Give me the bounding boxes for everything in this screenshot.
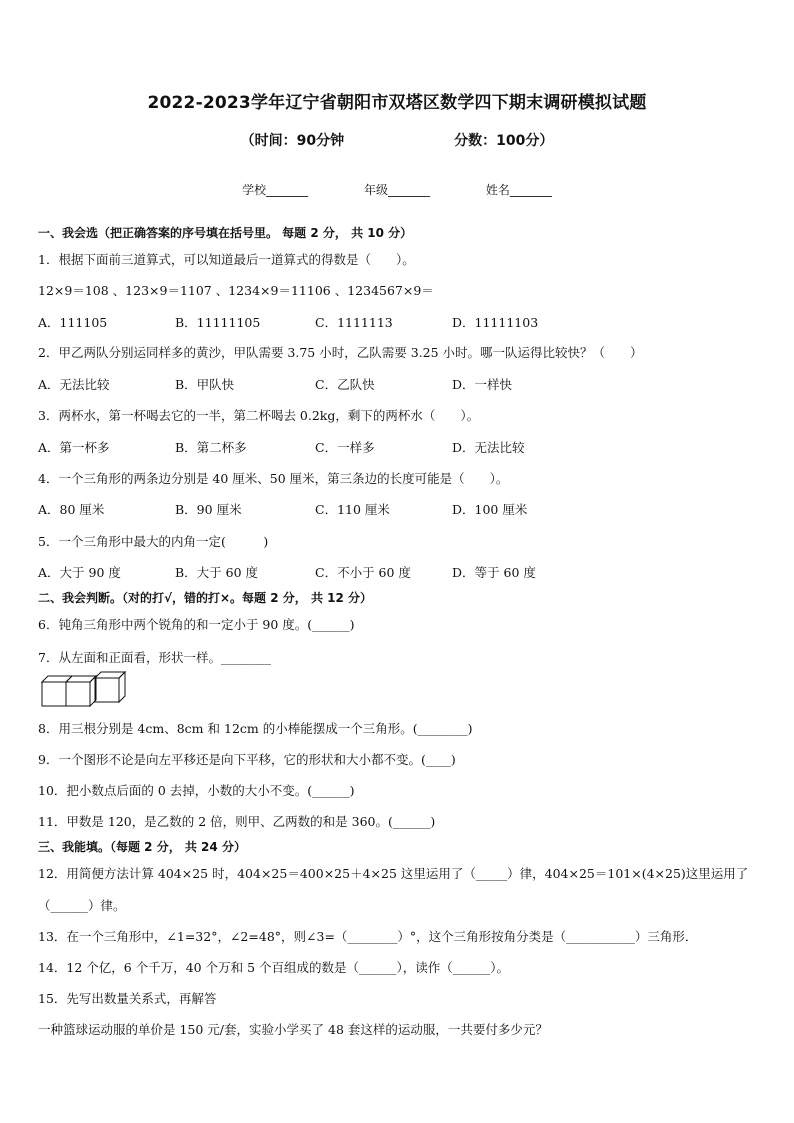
section3-heading: 三、我能填。（每题 2 分， 共 24 分） [38, 840, 246, 854]
q2-option-c[interactable]: C．乙队快 [315, 377, 375, 392]
name-field[interactable]: 姓名_______ [485, 183, 552, 197]
question-14: 14．12 个亿，6 个千万，40 个万和 5 个百组成的数是（______），读作（______）。 [38, 960, 509, 975]
cube-figure [40, 671, 128, 707]
question-10: 10．把小数点后面的 0 去掉，小数的大小不变。(______) [38, 783, 355, 798]
exam-time: （时间：90分钟 [240, 133, 345, 149]
q5-option-d[interactable]: D．等于 60 度 [452, 565, 536, 580]
q2-option-a[interactable]: A．无法比较 [38, 377, 110, 392]
question-12-line2: （______）律。 [38, 898, 126, 913]
student-info [0, 181, 794, 198]
q5-option-c[interactable]: C．不小于 60 度 [315, 565, 411, 580]
q1-option-a[interactable]: A．111105 [38, 315, 108, 330]
q5-option-a[interactable]: A．大于 90 度 [38, 565, 121, 580]
q2-option-b[interactable]: B．甲队快 [175, 377, 235, 392]
q4-option-d[interactable]: D．100 厘米 [452, 502, 528, 517]
section1-heading: 一、我会选（把正确答案的序号填在括号里。 每题 2 分， 共 10 分） [38, 226, 413, 240]
question-5: 5．一个三角形中最大的内角一定( ) [38, 534, 269, 549]
q3-option-c[interactable]: C．一样多 [315, 440, 375, 455]
question-8: 8．用三根分别是 4cm、8cm 和 12cm 的小棒能摆成一个三角形。(________) [38, 721, 473, 736]
grade-field[interactable]: 年级_______ [363, 183, 430, 197]
question-12-line1: 12．用简便方法计算 404×25 时，404×25＝400×25＋4×25 这里运用了（_____）律，404×25＝101×(4×25)这里运用了 [38, 866, 749, 881]
question-1-formula: 12×9＝108 、123×9＝1107 、1234×9＝11106 、1234567×9＝ [38, 283, 434, 298]
q3-option-d[interactable]: D．无法比较 [452, 440, 525, 455]
school-field[interactable]: 学校_______ [242, 183, 309, 197]
q1-option-c[interactable]: C．1111113 [315, 315, 393, 330]
exam-score: 分数：100分） [454, 133, 554, 149]
q2-option-d[interactable]: D．一样快 [452, 377, 513, 392]
q3-option-b[interactable]: B．第二杯多 [175, 440, 247, 455]
exam-subtitle [0, 130, 794, 150]
question-6: 6．钝角三角形中两个锐角的和一定小于 90 度。(______) [38, 617, 355, 632]
question-2: 2．甲乙两队分别运同样多的黄沙，甲队需要 3.75 小时，乙队需要 3.25 小时。哪一队运得比较快？（ ） [38, 345, 643, 360]
question-11: 11．甲数是 120，是乙数的 2 倍，则甲、乙两数的和是 360。(______) [38, 814, 436, 829]
exam-title: 2022-2023学年辽宁省朝阳市双塔区数学四下期末调研模拟试题 [147, 93, 647, 113]
q1-option-b[interactable]: B．11111105 [175, 315, 261, 330]
question-1: 1．根据下面前三道算式，可以知道最后一道算式的得数是（ ）。 [38, 252, 415, 267]
question-13: 13．在一个三角形中，∠1=32°，∠2=48°，则∠3=（________）°，这个三角形按角分类是（___________）三角形． [38, 929, 698, 944]
q1-option-d[interactable]: D．11111103 [452, 315, 539, 330]
q4-option-b[interactable]: B．90 厘米 [175, 502, 242, 517]
question-15-body: 一种篮球运动服的单价是 150 元/套，实验小学买了 48 套这样的运动服，一共要付多少元？ [38, 1022, 548, 1037]
section2-heading: 二、我会判断。（对的打√，错的打×。每题 2 分， 共 12 分） [38, 591, 372, 605]
question-15: 15．先写出数量关系式，再解答 [38, 991, 217, 1006]
question-7: 7．从左面和正面看，形状一样。________ [38, 650, 271, 665]
q4-option-c[interactable]: C．110 厘米 [315, 502, 390, 517]
question-9: 9．一个图形不论是向左平移还是向下平移，它的形状和大小都不变。(____) [38, 752, 456, 767]
question-4: 4．一个三角形的两条边分别是 40 厘米、50 厘米，第三条边的长度可能是（ ）。 [38, 471, 509, 486]
q5-option-b[interactable]: B．大于 60 度 [175, 565, 259, 580]
q3-option-a[interactable]: A．第一杯多 [38, 440, 110, 455]
question-3: 3．两杯水，第一杯喝去它的一半，第二杯喝去 0.2kg，剩下的两杯水（ ）。 [38, 408, 480, 423]
q4-option-a[interactable]: A．80 厘米 [38, 502, 105, 517]
